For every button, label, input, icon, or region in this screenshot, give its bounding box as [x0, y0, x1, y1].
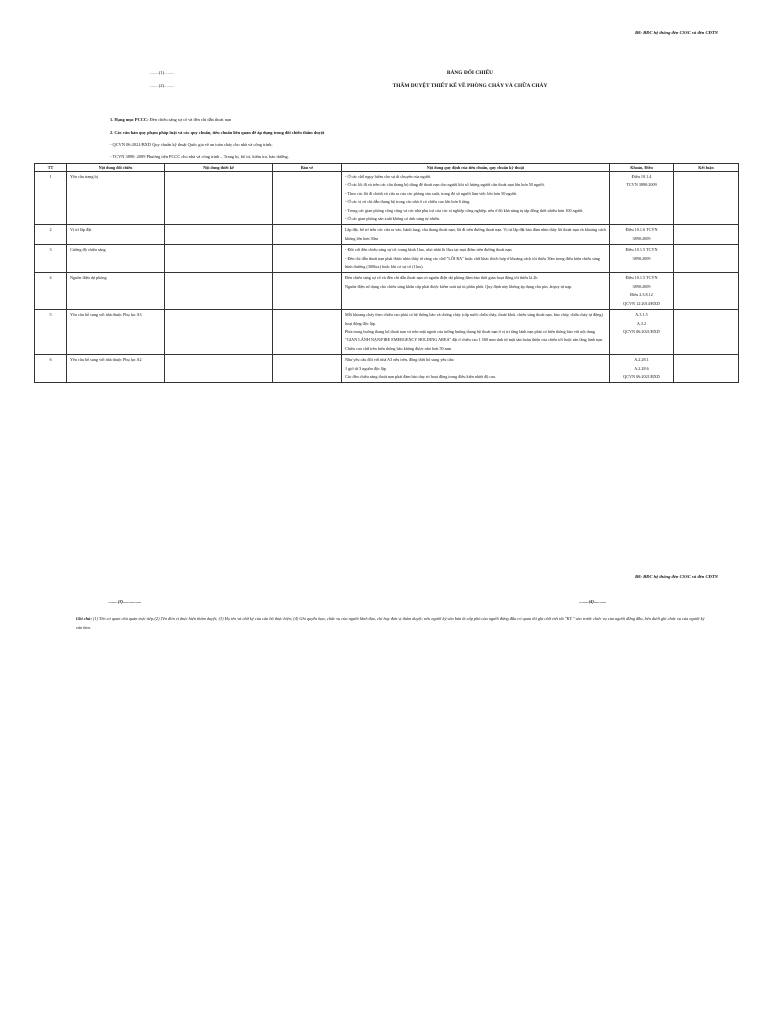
row-design-cell — [165, 273, 273, 310]
requirement-line: - Trong các gian phòng công cộng và các nhà phụ trợ của các xí nghiệp công nghiệp, nếu ở đó khả năng tụ tập đồng thời nhiều hơn 100 người. — [345, 207, 584, 213]
row-number: 3 — [35, 245, 67, 273]
row-content: Yêu cầu bổ sung với nhà thuộc Phụ lục A2 — [67, 355, 165, 383]
column-header-design: Nội dung thiết kế — [165, 164, 273, 172]
table-row — [35, 355, 739, 383]
row-number: 5 — [35, 310, 67, 355]
clause-line: TCVN 3890:2009 — [626, 182, 657, 188]
requirement-line: - Ở các lối đi và trên các cầu thang bộ dùng để thoát nạn cho người khi số lượng người cần thoát nạn lớn hơn 50 người. — [345, 182, 545, 188]
row-number: 1 — [35, 172, 67, 225]
row-drawing-cell — [273, 355, 342, 383]
regulation-item: - QCVN 06:2021/BXD Quy chuẩn kỹ thuật Quốc gia về an toàn cháy cho nhà và công trình; — [110, 142, 273, 147]
footnote — [76, 614, 706, 632]
row-clause — [610, 172, 674, 225]
clause-line: Điều 10.1.5 TCVN — [625, 247, 658, 253]
row-requirement — [342, 245, 610, 273]
agency-line-1: ........(1)......... — [149, 70, 175, 75]
table-row — [35, 172, 739, 225]
row-conclusion-cell — [674, 225, 739, 245]
footnote-text: (1) Tên cơ quan chủ quản trực tiếp;(2) Tên đơn vị thực hiện thẩm duyệt; (3) Họ tên và chữ ký của cán bộ thực hiện; (4) Ghi quyền hạn, chức vụ của người lãnh đạo, chỉ huy đơn vị thẩm duyệt; nếu người ký văn bản là cấp phó của người đứng đầu cơ quan thì ghi chữ viết tắt "KT." vào trước chức vụ của người đứng đầu, bên dưới ghi chức vụ của người ký văn bản. — [76, 616, 705, 630]
row-design-cell — [165, 310, 273, 355]
row-number: 2 — [35, 225, 67, 245]
row-drawing-cell — [273, 273, 342, 310]
row-clause — [610, 245, 674, 273]
section-2-label: 2. Các văn bản quy phạm pháp luật và các quy chuẩn, tiêu chuẩn liên quan để áp dụng trong đối chiếu thẩm duyệt — [110, 130, 325, 135]
section-1-text: Đèn chiếu sáng sự cố và đèn chỉ dẫn thoát nạn — [148, 117, 232, 122]
table-row — [35, 225, 739, 245]
row-clause — [610, 273, 674, 310]
row-conclusion-cell — [674, 172, 739, 225]
row-conclusion-cell — [674, 273, 739, 310]
clause-line: QCVN 06:2021/BXD — [623, 328, 660, 334]
clause-line: 3890:2009 — [632, 283, 651, 289]
row-content: Nguồn điện dự phòng — [67, 273, 165, 310]
row-number: 4 — [35, 273, 67, 310]
row-clause — [610, 225, 674, 245]
clause-line: QCVN 06:2021/BXD — [623, 373, 660, 379]
table-header-row — [35, 164, 739, 172]
section-1 — [110, 116, 710, 125]
table-row — [35, 245, 739, 273]
requirement-line: 1 giờ từ 3 nguồn độc lập — [345, 365, 387, 371]
clause-line: A.2.28.6 — [634, 365, 649, 371]
clause-line: Điều 10.1.5 TCVN — [625, 275, 658, 281]
footnote-label: Ghi chú: — [76, 616, 92, 621]
column-header-regulation: Nội dung quy định của tiêu chuẩn, quy chuẩn kỹ thuật — [342, 164, 610, 172]
column-header-tt: TT — [35, 164, 67, 172]
requirement-line: - Ở các chỗ nguy hiểm cho sự di chuyển của người. — [345, 174, 432, 179]
row-drawing-cell — [273, 310, 342, 355]
row-requirement — [342, 172, 610, 225]
row-design-cell — [165, 225, 273, 245]
row-content: Vị trí lắp đặt — [67, 225, 165, 245]
row-drawing-cell — [273, 172, 342, 225]
requirement-line: Đèn chiếu sáng sự cố và đèn chỉ dẫn thoát nạn có nguồn điện dự phòng đảm bảo thời gian hoạt động tối thiểu là 2h — [345, 275, 538, 281]
clause-line: 3890:2009 — [632, 235, 651, 241]
clause-line: Điều 10.1.4 — [631, 174, 652, 179]
row-conclusion-cell — [674, 355, 739, 383]
row-number: 6 — [35, 355, 67, 383]
requirement-line: - Ở các gian phòng sản xuất không có ánh sáng tự nhiên. — [345, 216, 440, 222]
document-title: BẢNG ĐỐI CHIẾU — [446, 70, 494, 76]
requirement-line: Nguồn điện sử dụng cho chiếu sáng khẩn cấp phải được kiểm soát tại tủ phân phối. Quy định này không áp dụng cho pin, ắcquy tự nạp. — [345, 283, 573, 289]
requirement-line: - Đối với đèn chiếu sáng sự cố: trung bình 1lux, nhỏ nhất là 1lux tại mọi điểm trên đường thoát nạn. — [345, 247, 513, 253]
clause-line: A.3.2 — [636, 320, 647, 326]
row-requirement — [342, 225, 610, 245]
row-requirement — [342, 310, 610, 355]
row-drawing-cell — [273, 225, 342, 245]
comparison-table — [34, 163, 739, 383]
requirement-line: Phía trong buồng thang bộ thoát nạn và trên mặt ngoài của tường buồng thang bộ thoát nạn ở vị trí tầng lánh nạn phải có biển thông báo với nội dung "GIAN LÁNH NẠN/FIRE EMERGENCY HOLDING AREA" đặt ở chiều cao 1 500 mm tính từ mặt sàn hoàn thiện của chiếu tới hoặc sàn tầng lánh nạn. Chiều cao chữ trên biển thông báo không được nhỏ hơn 50 mm — [345, 328, 604, 351]
clause-line: QCVN 12:2014/BXD — [623, 300, 660, 306]
clause-line: A.3.1.5 — [635, 312, 648, 318]
form-code-header: B8: BĐC hệ thống đèn CSSC và đèn CĐTN — [635, 30, 718, 35]
row-design-cell — [165, 355, 273, 383]
row-requirement — [342, 273, 610, 310]
requirement-line: Lắp đặt, bố trí trên các cửa ra vào, hành lang, cầu thang thoát nạn, lối đi trên đường thoát nạn. Vị trí lắp đặt bảo đảm nhìn thấy lối thoát nạn và khoảng cách không lớn hơn 30m — [345, 227, 606, 241]
row-content: Cường độ chiếu sáng — [67, 245, 165, 273]
requirement-line: - Theo các lối đi chính và cửa ra của các phòng sản xuất, trong đó số người làm việc lớn hơn 50 người. — [345, 190, 518, 196]
row-clause — [610, 355, 674, 383]
signature-officer: ........(3)................ — [108, 599, 142, 604]
row-clause — [610, 310, 674, 355]
requirement-line: - Đèn chỉ dẫn thoát nạn phải được nhìn thấy rõ ràng các chữ "LỐI RA" hoặc chữ khác thích hợp ở khoảng cách tối thiểu 30m trong điều kiện chiếu sáng bình thường (300lux) hoặc khi có sự cố (1lux). — [345, 255, 600, 270]
column-header-clause: Khoản, Điều — [610, 164, 674, 172]
column-header-drawing: Bản vẽ — [273, 164, 342, 172]
table-row — [35, 310, 739, 355]
form-code-footer: B8: BĐC hệ thống đèn CSSC và đèn CĐTN — [635, 574, 718, 579]
signature-leader: ........(4)........... — [579, 599, 607, 604]
requirement-line: Mỗi khoang cháy theo chiều cao phải có hệ thống báo và chống cháy (cấp nước chữa cháy, thoát khói, chiếu sáng thoát nạn, báo cháy, chữa cháy tự động) hoạt động độc lập. — [345, 312, 603, 326]
row-design-cell — [165, 245, 273, 273]
row-content: Yêu cầu bổ sung với nhà thuộc Phụ lục A3 — [67, 310, 165, 355]
column-header-conclusion: Kết luận — [674, 164, 739, 172]
row-requirement — [342, 355, 610, 383]
clause-line: A.2.28.1 — [634, 357, 649, 363]
agency-line-2: ........(2)......... — [149, 83, 175, 88]
requirement-line: - Ở các vị trí chỉ dẫn thang bộ trong các nhà ở có chiều cao lớn hơn 6 tầng. — [345, 199, 471, 205]
clause-line: 3890:2009 — [632, 255, 651, 261]
row-design-cell — [165, 172, 273, 225]
row-drawing-cell — [273, 245, 342, 273]
clause-line: Điều 10.1.6 TCVN — [625, 227, 658, 233]
row-content: Yêu cầu trang bị — [67, 172, 165, 225]
requirement-line: Các đèn chiếu sáng thoát nạn phải đảm bảo duy trì hoạt động trong điều kiện nhiệt độ cao. — [345, 373, 497, 379]
column-header-content: Nội dung đối chiếu — [67, 164, 165, 172]
requirement-line: Như yêu cầu đối với nhà A3 nêu trên, đồng thời bổ sung yêu cầu: — [345, 357, 455, 363]
table-row — [35, 273, 739, 310]
clause-line: Điều 2.3.8.12 — [630, 292, 653, 298]
regulation-item: - TCVN 3890: 2009 Phương tiện PCCC cho nhà và công trình – Trang bị, bố trí, kiểm tra, bảo dưỡng. — [110, 154, 289, 159]
row-conclusion-cell — [674, 245, 739, 273]
document-subtitle: THẨM DUYỆT THIẾT KẾ VỀ PHÒNG CHÁY VÀ CHỮA CHÁY — [392, 83, 548, 89]
row-conclusion-cell — [674, 310, 739, 355]
section-1-label: 1. Hạng mục PCCC: — [110, 117, 149, 122]
